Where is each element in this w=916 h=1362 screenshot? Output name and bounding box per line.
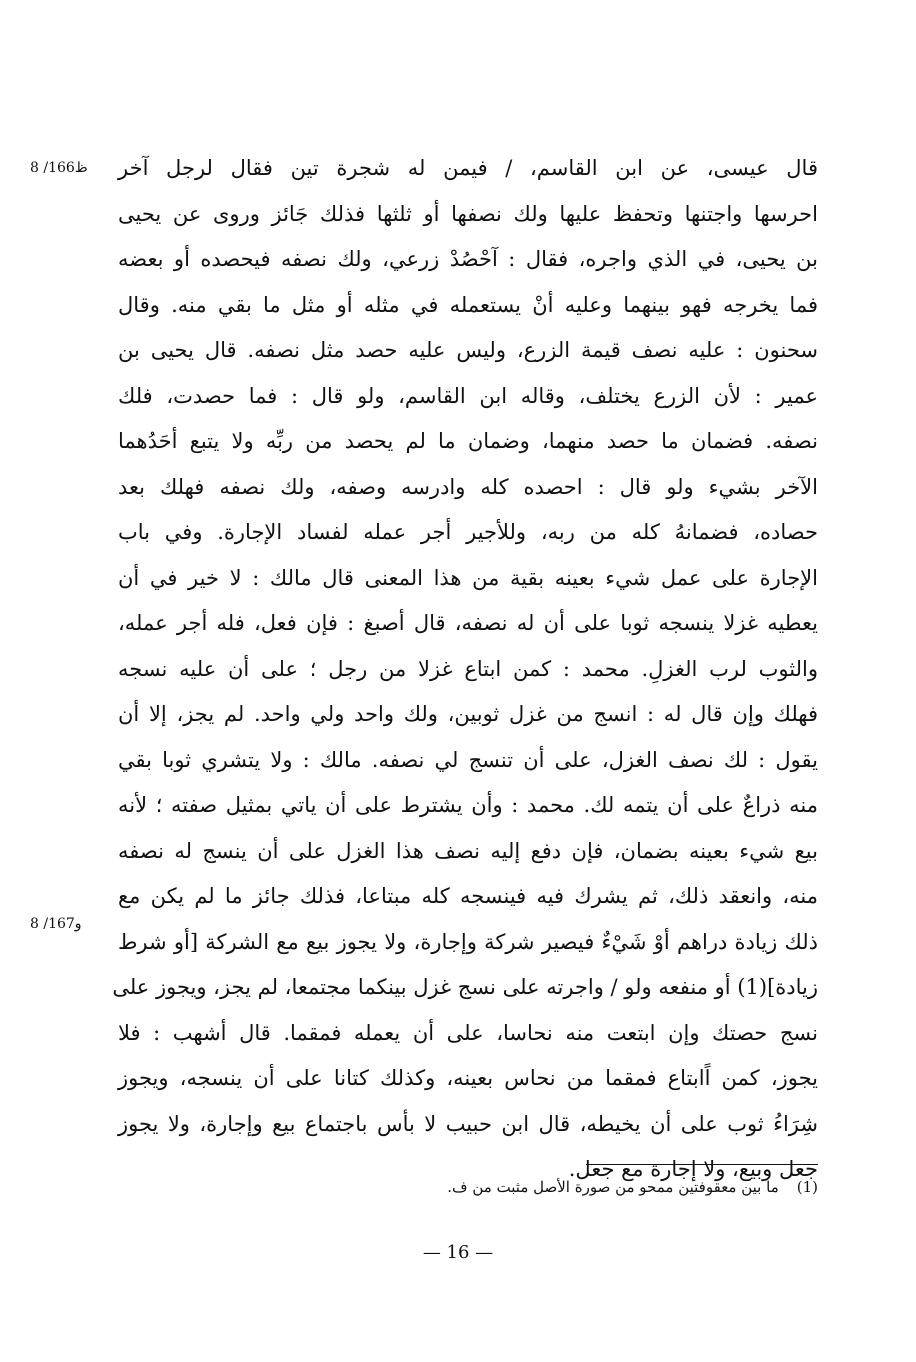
text-line: نسج حصتك وإن ابتعت منه نحاسا، على أن يعمله فمقما. قال أشهب : فلا [118,1020,818,1045]
margin-note-folio-167: 8 /167و [30,916,82,932]
body-text [112,146,818,1193]
text-line: يقول : لك نصف الغزل، على أن تنسج لي نصفه. مالك : ولا يتشري ثوبا بقي [118,747,818,772]
text-line: منه ذراعٌ على أن يتمه لك. محمد : وأن يشترط على أن ياتي بمثيل صفته ؛ لأنه [118,793,818,817]
footnote [298,1178,818,1196]
text-line: يجوز، كمن اًابتاع فمقما من نحاس بعينه، وكذلك كتانا على أن ينسجه، ويجوز [118,1066,818,1090]
text-line: والثوب لرب الغزلِ. محمد : كمن ابتاع غزلا من رجل ؛ على أن عليه نسجه [118,656,818,681]
text-line: فما يخرجه فهو بينهما وعليه أنْ يستعمله في مثله أو مثل ما بقي منه. وقال [118,292,818,317]
text-line: سحنون : عليه نصف قيمة الزرع، وليس عليه حصد مثل نصفه. قال يحيى بن [118,338,818,362]
text-line: شِرَاءُ ثوب على أن يخيطه، قال ابن حبيب لا بأس باجتماع بيع وإجارة، ولا يجوز [118,1111,818,1136]
text-line: يعطيه غزلا ينسجه ثوبا على أن له نصفه، قال أصبغ : فإن فعل، فله أجر عمله، [118,611,818,635]
text-line: منه، وانعقد ذلك، ثم يشرك فيه فينسجه كله مبتاعا، فذلك جائز ما لم يكن مع [118,884,818,908]
text-line: نصفه. فضمان ما حصد منهما، وضمان ما لم يحصد من ربِّه ولا يتبع أحَدُهما [118,429,818,453]
margin-note-folio-166: 8 /166ظ [30,160,88,176]
text-line: بيع شيء بعينه بضمان، فإن دفع إليه نصف هذا الغزل على أن ينسج له نصفه [118,838,818,863]
text-line: بن يحيى، في الذي واجره، فقال : آحْصُدْ زرعي، ولك نصفه فيحصده أو بعضه [118,247,818,271]
text-line: جعل وبيع، ولا إجارة مع جعل. [568,1157,818,1181]
page-number: — 16 — [422,1242,494,1263]
footnote-text: ما بين معقوفتين ممحو من صورة الأصل مثبت من ف. [447,1178,779,1196]
text-line: عمير : لأن الزرع يختلف، وقاله ابن القاسم، ولو قال : فما حصدت، فلك [118,383,818,408]
text-line: قال عيسى، عن ابن القاسم، / فيمن له شجرة تين فقال لرجل آخر [118,156,818,180]
text-line: احرسها واجتنها وتحفظ عليها ولك نصفها أو ثلثها فذلك جَائز وروى عن يحيى [118,201,818,226]
footnote-number: (1) [796,1178,818,1196]
text-line: ذلك زيادة دراهم أوْ شَيْءٌ فيصير شركة وإجارة، ولا يجوز بيع مع الشركة [أو شرط [118,929,818,954]
footnote-divider [586,1164,818,1165]
text-line: فهلك وإن قال له : انسج من غزل ثوبين، ولك واحد ولي واحد. لم يجز، إلا أن [118,702,818,726]
text-line: الآخر بشيء ولو قال : احصده كله وادرسه وصفه، ولك نصفه فهلك بعد [118,474,818,499]
text-line: الإجارة على عمل شيء بعينه بقية من هذا المعنى قال مالك : لا خير في أن [118,565,818,590]
text-line: زيادة](1) أو منفعه ولو / واجرته على نسج غزل بينكما مجتمعا، لم يجز، ويجوز على [112,975,818,999]
text-line: حصاده، فضمانهُ كله من ربه، وللأجير أجر عمله لفساد الإجارة. وفي باب [118,520,818,544]
